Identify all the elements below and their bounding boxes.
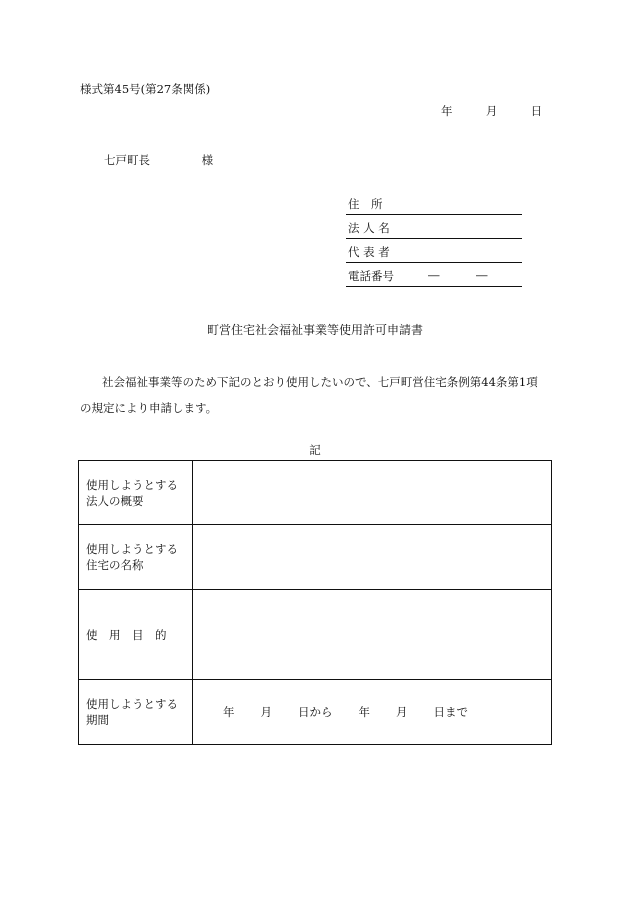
purpose-label [79,590,193,680]
phone-dash-2: ― [476,268,488,282]
period-month-1: 月 [260,705,272,719]
label-line: 使用しようとする [86,477,178,492]
label-line: 使用しようとする [86,697,178,711]
period-year-2: 年 [358,705,370,719]
phone-dash-1: ― [428,268,440,282]
period-month-2: 月 [396,705,408,719]
date-month: 月 [485,104,498,118]
phone-number-field[interactable] [346,268,522,287]
corporation-overview-label [79,461,193,525]
housing-name-label [79,525,193,590]
body-text [80,369,560,421]
label-line: 住宅の名称 [86,558,144,572]
addressee-honorific: 様 [201,153,214,167]
period-until: 日まで [433,705,468,719]
form-number: 様式第45号(第27条関係) [80,82,211,96]
table-row [79,590,552,680]
address-label: 住 所 [348,197,383,211]
representative-field[interactable] [346,244,522,263]
purpose-cell[interactable] [193,590,552,680]
document-title: 町営住宅社会福祉事業等使用許可申請書 [206,323,423,337]
date-year: 年 [441,104,453,118]
period-from: 日から [298,705,333,719]
period-year-1: 年 [223,705,235,719]
label-line: 使用しようとする [86,542,178,556]
corporation-overview-cell[interactable] [193,461,552,525]
representative-label: 代 表 者 [348,245,390,259]
addressee [104,152,213,168]
addressee-name: 七戸町長 [104,153,150,167]
date-line [441,103,542,119]
body-line-2: の規定により申請します。 [80,401,218,415]
corporation-name-label: 法 人 名 [348,221,390,235]
period-label [79,680,193,745]
table-row [79,525,552,590]
address-field[interactable] [346,196,522,215]
period-text [193,704,551,720]
label-line: 使 用 目 的 [86,627,167,642]
application-table [78,460,552,745]
date-day: 日 [530,104,543,118]
housing-name-cell[interactable] [193,525,552,590]
phone-number-label: 電話番号 [348,269,394,283]
label-line: 期間 [86,713,109,727]
label-line: 法人の概要 [86,493,144,508]
corporation-name-field[interactable] [346,220,522,239]
table-row [79,680,552,745]
table-row [79,461,552,525]
ki-heading: 記 [309,443,321,457]
period-cell[interactable] [193,680,552,745]
body-line-1: 社会福祉事業等のため下記のとおり使用したいので、七戸町営住宅条例第44条第1項 [102,375,538,389]
